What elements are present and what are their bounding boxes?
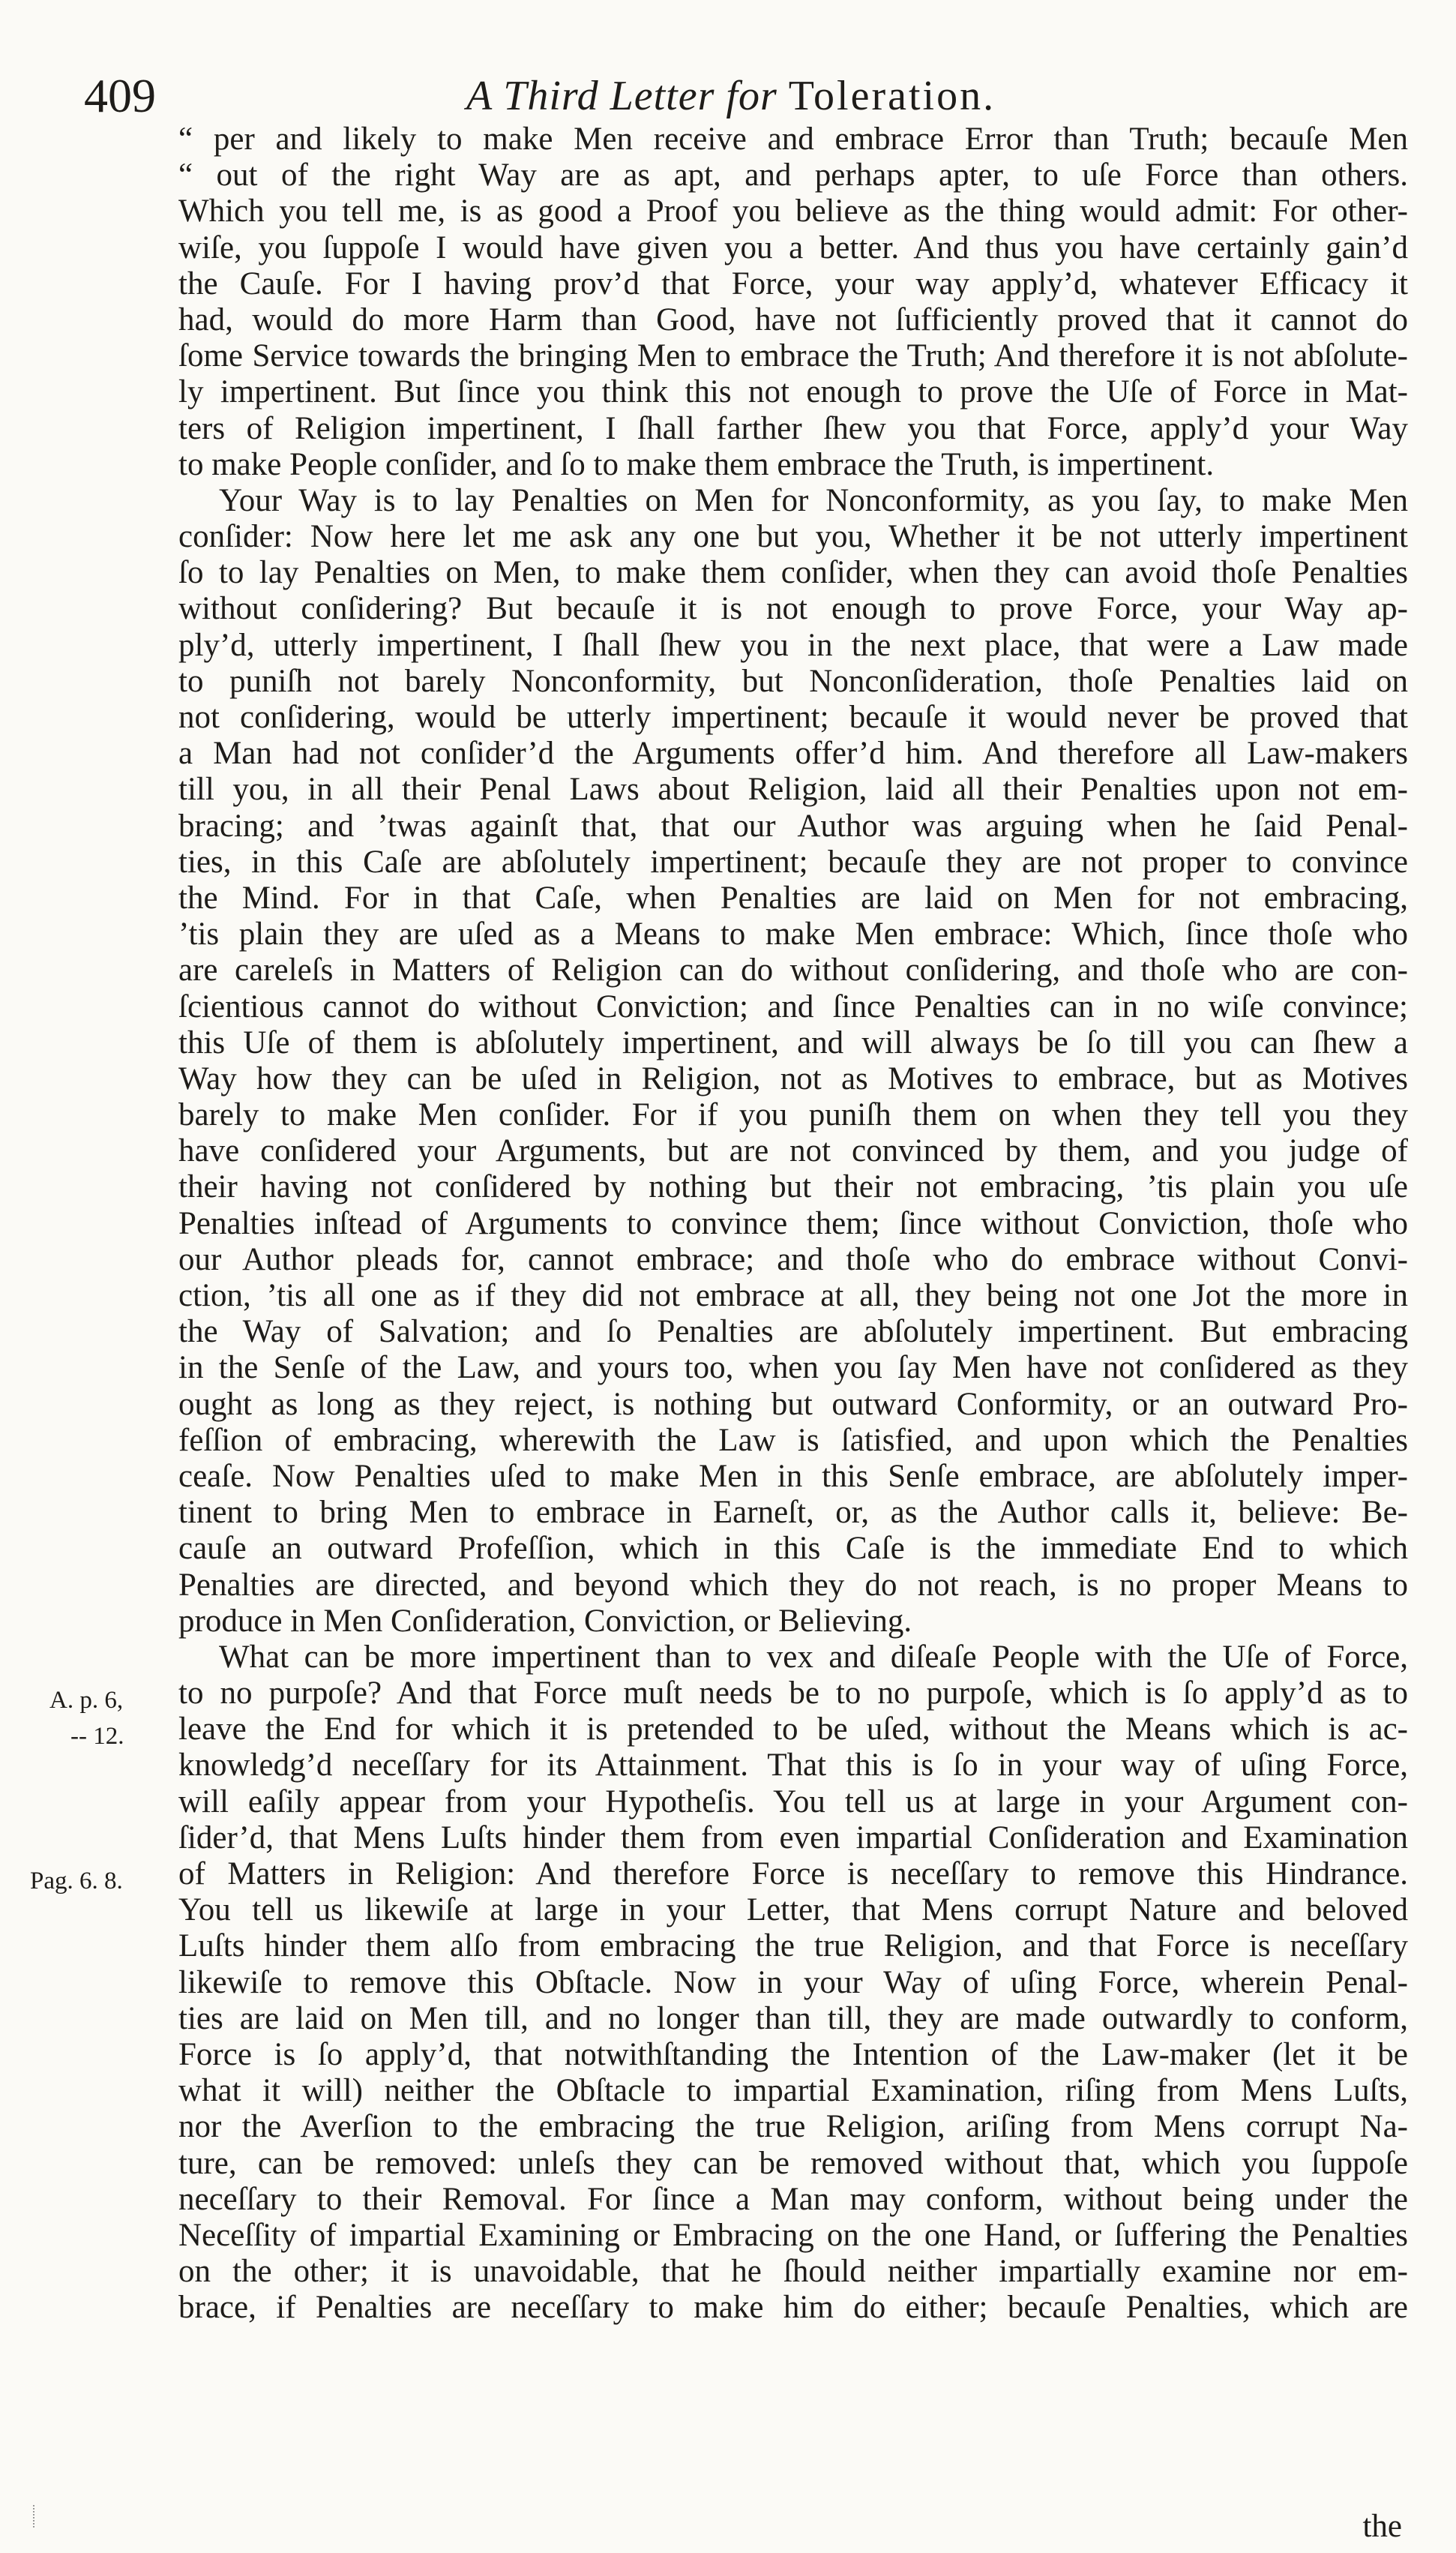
text-line: cauſe an outward Profeſſion, which in this Caſe is the immediate End to which [178,1531,1408,1567]
text-line: ties are laid on Men till, and no longer than till, they are made outwardly to conform, [178,2000,1408,2036]
text-line: Which you tell me, is as good a Proof you believe as the thing would admit: For other- [178,194,1408,230]
text-line: the Cauſe. For I having prov’d that Force, your way apply’d, whatever Efficacy it [178,266,1408,302]
text-line: to make People conſider, and ſo to make them embrace the Truth, is impertinent. [178,446,1215,482]
text-line: ſider’d, that Mens Luſts hinder them from even impartial Conſideration and Examination [178,1820,1408,1856]
text-line: bracing; and ’twas againſt that, that our Author was arguing when he ſaid Penal- [178,808,1408,844]
text-line: the Mind. For in that Caſe, when Penalties are laid on Men for not embracing, [178,880,1408,916]
text-line: had, would do more Harm than Good, have not ſufficiently proved that it cannot do [178,302,1408,338]
text-line: ties, in this Caſe are abſolutely impertinent; becauſe they are not proper to convince [178,844,1408,880]
text-line: on the other; it is unavoidable, that he ſhould neither impartially examine nor em- [178,2254,1408,2290]
text-line: brace, if Penalties are neceſſary to make him do either; becauſe Penalties, which are [178,2290,1408,2326]
text-line: ’tis plain they are uſed as a Means to make Men embrace: Which, ſince thoſe who [178,916,1408,952]
text-line: barely to make Men conſider. For if you puniſh them on when they tell you they [178,1097,1408,1133]
text-line: till you, in all their Penal Laws about Religion, laid all their Penalties upon not em- [178,772,1408,808]
page-number: 409 [84,69,156,122]
text-line: “ per and likely to make Men receive and embrace Error than Truth; becauſe Men [178,122,1408,157]
text-line: ly impertinent. But ſince you think this not enough to prove the Uſe of Force in Mat- [178,374,1408,410]
text-line: leave the End for which it is pretended to be uſed, without the Means which is ac- [178,1712,1408,1748]
text-line: ſo to lay Penalties on Men, to make them conſider, when they can avoid thoſe Penalties [178,555,1408,591]
text-line: ture, can be removed: unleſs they can be removed without that, which you ſuppoſe [178,2145,1408,2181]
text-line: a Man had not conſider’d the Arguments offer’d him. And therefore all Law-makers [178,736,1408,772]
text-line: ters of Religion impertinent, I ſhall farther ſhew you that Force, apply’d your Way [178,410,1408,446]
text-line: without conſidering? But becauſe it is not enough to prove Force, your Way ap- [178,591,1408,627]
text-line: likewiſe to remove this Obſtacle. Now in your Way of uſing Force, wherein Penal- [178,1964,1408,2000]
text-line: to no purpoſe? And that Force muſt needs be to no purpoſe, which is ſo apply’d as to [178,1676,1408,1712]
text-line: conſider: Now here let me ask any one but you, Whether it be not utterly impertinent [178,519,1408,555]
running-title [466,66,996,126]
text-line: not conſidering, would be utterly impertinent; becauſe it would never be proved that [178,700,1408,735]
text-line: Penalties inſtead of Arguments to convince them; ſince without Conviction, thoſe who [178,1205,1408,1241]
text-line: produce in Men Conſideration, Conviction, or Believing. [178,1603,912,1639]
text-line: the Way of Salvation; and ſo Penalties are abſolutely impertinent. But embracing [178,1314,1408,1350]
text-line: Luſts hinder them alſo from embracing the true Religion, and that Force is neceſſary [178,1928,1408,1964]
text-line: ſcientious cannot do without Conviction; and ſince Penalties can in no wiſe convince; [178,988,1408,1024]
running-title-text: A Third Letter for [466,73,777,119]
text-line: “ out of the right Way are as apt, and perhaps apter, to uſe Force than others. [178,158,1408,194]
text-line: our Author pleads for, cannot embrace; and thoſe who do embrace without Convi- [178,1241,1408,1277]
catchword: the [1362,2509,1402,2544]
text-line: nor the Averſion to the embracing the true Religion, ariſing from Mens corrupt Na- [178,2109,1408,2145]
text-line: have conſidered your Arguments, but are not convinced by them, and you judge of [178,1133,1408,1169]
text-line: Your Way is to lay Penalties on Men for Nonconformity, as you ſay, to make Men [219,482,1408,518]
page-header [84,66,1419,126]
text-line: You tell us likewiſe at large in your Letter, that Mens corrupt Nature and beloved [178,1892,1408,1928]
margin-note: Pag. 6. 8. [30,1868,123,1894]
text-line: Force is ſo apply’d, that notwithſtanding the Intention of the Law-maker (let it be [178,2036,1408,2072]
text-line: neceſſary to their Removal. For ſince a Man may conform, without being under the [178,2181,1408,2217]
running-title-caps: Toleration. [788,73,996,119]
text-line: ction, ’tis all one as if they did not embrace at all, they being not one Jot the more in [178,1278,1408,1313]
text-line: What can be more impertinent than to vex and diſeaſe People with the Uſe of Force, [219,1639,1408,1675]
text-line: to puniſh not barely Nonconformity, but Nonconſideration, thoſe Penalties laid on [178,663,1408,699]
text-line: will eaſily appear from your Hypotheſis. You tell us at large in your Argument con- [178,1784,1408,1820]
text-line: knowledg’d neceſſary for its Attainment. That this is ſo in your way of uſing Force, [178,1748,1408,1784]
margin-note: -- 12. [70,1723,124,1750]
text-line: Way how they can be uſed in Religion, not as Motives to embrace, but as Motives [178,1060,1408,1096]
text-line: tinent to bring Men to embrace in Earneſt, or, as the Author calls it, believe: Be- [178,1495,1408,1531]
body-text [178,122,1408,2326]
text-line: their having not conſidered by nothing but their not embracing, ’tis plain you uſe [178,1169,1408,1205]
text-line: what it will) neither the Obſtacle to impartial Examination, riſing from Mens Luſts, [178,2073,1408,2109]
text-line: ceaſe. Now Penalties uſed to make Men in this Senſe embrace, are abſolutely imper- [178,1458,1408,1494]
text-line: Penalties are directed, and beyond which they do not reach, is no proper Means to [178,1567,1408,1603]
text-line: this Uſe of them is abſolutely impertinent, and will always be ſo till you can ſhew a [178,1024,1408,1060]
text-line: ought as long as they reject, is nothing but outward Conformity, or an outward Pro- [178,1386,1408,1422]
text-line: ply’d, utterly impertinent, I ſhall ſhew you in the next place, that were a Law made [178,627,1408,663]
text-line: of Matters in Religion: And therefore Force is neceſſary to remove this Hindrance. [178,1856,1408,1892]
text-line: wiſe, you ſuppoſe I would have given you a better. And thus you have certainly gain’d [178,230,1408,266]
margin-note: A. p. 6, [49,1687,124,1714]
text-line: in the Senſe of the Law, and yours too, when you ſay Men have not conſidered as they [178,1350,1408,1386]
text-line: are careleſs in Matters of Religion can do without conſidering, and thoſe who are con- [178,952,1408,988]
margin-mark [33,2505,37,2528]
text-line: ſome Service towards the bringing Men to embrace the Truth; And therefore it is not abſolute- [178,338,1408,374]
text-line: Neceſſity of impartial Examining or Embracing on the one Hand, or ſuffering the Penalties [178,2217,1408,2253]
text-line: feſſion of embracing, wherewith the Law is ſatisfied, and upon which the Penalties [178,1422,1408,1458]
